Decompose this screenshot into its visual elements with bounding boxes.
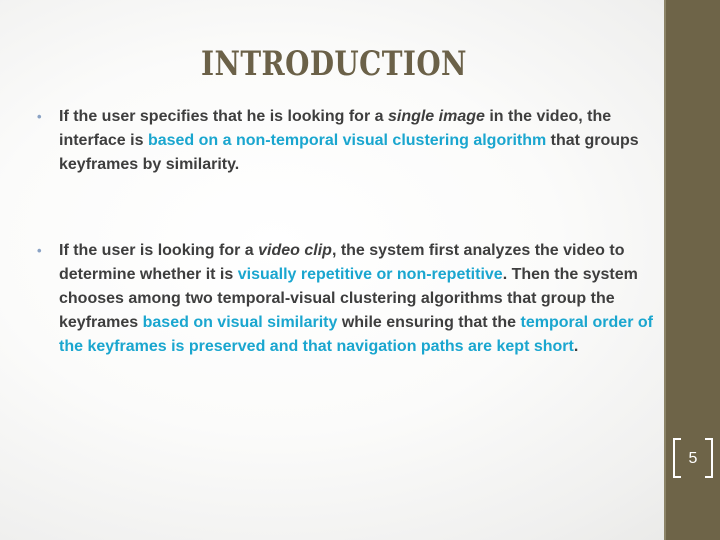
body-text: that groups keyframes by similarity. [59, 132, 639, 173]
bullet-item-2 [37, 239, 659, 359]
highlighted-text: based on a non-temporal visual clustering algorithm [147, 132, 547, 149]
bullet-item-1 [37, 105, 659, 177]
highlighted-text: visually repetitive or non-repetitive [237, 266, 503, 283]
highlighted-text: temporal order of the keyframes is preserved and that navigation paths are kept short [59, 314, 653, 355]
page-number: 5 [688, 450, 698, 467]
italic-text: single image [387, 108, 485, 125]
body-text: in the video, the interface is [59, 108, 612, 149]
body-text: If the user specifies that he is looking for a [59, 108, 388, 125]
body-text: , the system first analyzes the video to determine whether it is [59, 242, 625, 283]
bullet-dot-icon: • [37, 243, 42, 258]
bullet-dot-icon: • [37, 109, 42, 124]
bullet-text-1 [37, 105, 659, 177]
page-number-box [671, 438, 715, 478]
body-text: . Then the system chooses among two temporal-visual clustering algorithms that group the keyframes [59, 266, 638, 331]
body-text: while ensuring that the [337, 314, 521, 331]
body-text: . [573, 338, 579, 355]
bullet-text-2 [37, 239, 659, 359]
slide-title: INTRODUCTION [201, 44, 467, 84]
right-bracket-icon [705, 438, 713, 478]
body-text: If the user is looking for a [59, 242, 259, 259]
italic-text: video clip [258, 242, 332, 259]
highlighted-text: based on visual similarity [142, 314, 338, 331]
